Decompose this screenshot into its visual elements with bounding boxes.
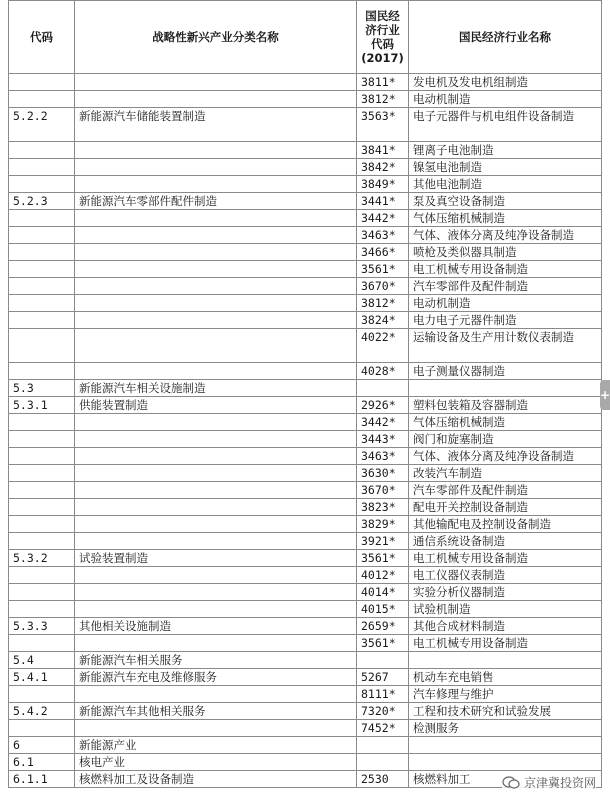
row-category: 核电产业 xyxy=(75,754,357,771)
row-industry-name: 汽车零部件及配件制造 xyxy=(409,482,602,499)
table-row xyxy=(9,482,602,499)
row-code xyxy=(9,686,75,703)
row-industry-name: 电动机制造 xyxy=(409,91,602,108)
table-row xyxy=(9,278,602,295)
table-body xyxy=(9,74,602,788)
row-category xyxy=(75,278,357,295)
table-row xyxy=(9,431,602,448)
row-code xyxy=(9,312,75,329)
row-industry-code: 3630* xyxy=(357,465,409,482)
row-industry-name: 气体、液体分离及纯净设备制造 xyxy=(409,448,602,465)
row-industry-code: 4015* xyxy=(357,601,409,618)
table-row xyxy=(9,550,602,567)
row-code xyxy=(9,210,75,227)
row-category: 新能源汽车零部件配件制造 xyxy=(75,193,357,210)
row-code xyxy=(9,91,75,108)
row-industry-name: 其他输配电及控制设备制造 xyxy=(409,516,602,533)
row-industry-code: 3812* xyxy=(357,91,409,108)
row-code: 5.4.1 xyxy=(9,669,75,686)
table-row xyxy=(9,754,602,771)
row-industry-name: 发电机及发电机组制造 xyxy=(409,74,602,91)
row-industry-name: 气体压缩机械制造 xyxy=(409,210,602,227)
row-code: 5.3.1 xyxy=(9,397,75,414)
table-row xyxy=(9,703,602,720)
row-industry-name: 泵及真空设备制造 xyxy=(409,193,602,210)
row-category xyxy=(75,499,357,516)
row-category: 新能源汽车充电及维修服务 xyxy=(75,669,357,686)
row-industry-name: 塑料包装箱及容器制造 xyxy=(409,397,602,414)
row-industry-code: 3670* xyxy=(357,278,409,295)
row-category xyxy=(75,261,357,278)
row-industry-code: 4028* xyxy=(357,363,409,380)
row-category: 新能源汽车储能装置制造 xyxy=(75,108,357,142)
row-code xyxy=(9,720,75,737)
row-code: 6.1 xyxy=(9,754,75,771)
row-code xyxy=(9,635,75,652)
table-row xyxy=(9,159,602,176)
row-category: 新能源汽车其他相关服务 xyxy=(75,703,357,720)
table-row xyxy=(9,465,602,482)
row-industry-code: 3921* xyxy=(357,533,409,550)
row-industry-code: 3670* xyxy=(357,482,409,499)
row-category xyxy=(75,363,357,380)
row-industry-code: 3561* xyxy=(357,635,409,652)
row-industry-code: 3466* xyxy=(357,244,409,261)
row-code xyxy=(9,431,75,448)
row-industry-name: 运输设备及生产用计数仪表制造 xyxy=(409,329,602,363)
table-row xyxy=(9,669,602,686)
row-code xyxy=(9,448,75,465)
table-row xyxy=(9,414,602,431)
header-row xyxy=(9,1,602,74)
row-code: 5.2.2 xyxy=(9,108,75,142)
row-industry-name: 配电开关控制设备制造 xyxy=(409,499,602,516)
row-category xyxy=(75,295,357,312)
row-industry-name: 汽车零部件及配件制造 xyxy=(409,278,602,295)
row-industry-name: 电工仪器仪表制造 xyxy=(409,567,602,584)
table-row xyxy=(9,652,602,669)
header-industry-code: 国民经济行业代码(2017) xyxy=(357,1,409,74)
table-row xyxy=(9,448,602,465)
row-industry-code xyxy=(357,754,409,771)
row-industry-name: 电力电子元器件制造 xyxy=(409,312,602,329)
table-row xyxy=(9,363,602,380)
row-category xyxy=(75,516,357,533)
row-category xyxy=(75,533,357,550)
row-industry-name xyxy=(409,737,602,754)
row-industry-code: 3442* xyxy=(357,210,409,227)
row-industry-name: 气体、液体分离及纯净设备制造 xyxy=(409,227,602,244)
row-code xyxy=(9,363,75,380)
row-industry-code: 3811* xyxy=(357,74,409,91)
row-industry-code: 4022* xyxy=(357,329,409,363)
table-row xyxy=(9,380,602,397)
row-industry-name xyxy=(409,754,602,771)
row-industry-code xyxy=(357,737,409,754)
row-industry-code: 3561* xyxy=(357,550,409,567)
row-industry-name: 镍氢电池制造 xyxy=(409,159,602,176)
row-code xyxy=(9,567,75,584)
row-code: 5.3.3 xyxy=(9,618,75,635)
row-category: 其他相关设施制造 xyxy=(75,618,357,635)
row-category: 新能源汽车相关服务 xyxy=(75,652,357,669)
row-category xyxy=(75,244,357,261)
table-row xyxy=(9,295,602,312)
row-code: 5.4 xyxy=(9,652,75,669)
table-row xyxy=(9,74,602,91)
row-industry-name: 阀门和旋塞制造 xyxy=(409,431,602,448)
row-industry-code: 5267 xyxy=(357,669,409,686)
row-industry-name: 锂离子电池制造 xyxy=(409,142,602,159)
row-industry-code: 2530 xyxy=(357,771,409,788)
row-category xyxy=(75,448,357,465)
table-row xyxy=(9,720,602,737)
row-code: 6 xyxy=(9,737,75,754)
row-code: 5.2.3 xyxy=(9,193,75,210)
row-industry-name: 试验机制造 xyxy=(409,601,602,618)
row-code xyxy=(9,414,75,431)
row-industry-name: 其他电池制造 xyxy=(409,176,602,193)
row-category xyxy=(75,414,357,431)
row-industry-code: 3812* xyxy=(357,295,409,312)
row-code xyxy=(9,584,75,601)
table-row xyxy=(9,142,602,159)
row-category xyxy=(75,465,357,482)
table-row xyxy=(9,91,602,108)
row-industry-code: 3842* xyxy=(357,159,409,176)
table-row xyxy=(9,227,602,244)
row-code xyxy=(9,465,75,482)
header-code: 代码 xyxy=(9,1,75,74)
row-code xyxy=(9,261,75,278)
row-code xyxy=(9,142,75,159)
row-industry-code: 3841* xyxy=(357,142,409,159)
header-category: 战略性新兴产业分类名称 xyxy=(75,1,357,74)
row-code xyxy=(9,601,75,618)
row-industry-name: 其他合成材料制造 xyxy=(409,618,602,635)
row-category xyxy=(75,329,357,363)
table-row xyxy=(9,397,602,414)
row-code xyxy=(9,329,75,363)
row-code xyxy=(9,227,75,244)
row-category xyxy=(75,482,357,499)
row-industry-code: 3824* xyxy=(357,312,409,329)
table-row xyxy=(9,686,602,703)
row-code xyxy=(9,74,75,91)
row-category: 新能源汽车相关设施制造 xyxy=(75,380,357,397)
row-code: 5.3.2 xyxy=(9,550,75,567)
row-category xyxy=(75,312,357,329)
row-industry-code: 3849* xyxy=(357,176,409,193)
side-expand-tab[interactable]: + xyxy=(600,380,610,410)
row-code: 6.1.1 xyxy=(9,771,75,788)
row-category xyxy=(75,431,357,448)
table-row xyxy=(9,567,602,584)
row-industry-name xyxy=(409,652,602,669)
row-category xyxy=(75,567,357,584)
row-category: 供能装置制造 xyxy=(75,397,357,414)
table-row xyxy=(9,108,602,142)
row-code xyxy=(9,295,75,312)
row-industry-name: 电子元器件与机电组件设备制造 xyxy=(409,108,602,142)
row-industry-code: 3563* xyxy=(357,108,409,142)
row-category xyxy=(75,142,357,159)
row-industry-code: 7452* xyxy=(357,720,409,737)
row-code xyxy=(9,278,75,295)
row-category xyxy=(75,720,357,737)
table-row xyxy=(9,618,602,635)
row-category xyxy=(75,210,357,227)
table-row xyxy=(9,261,602,278)
row-industry-code: 3442* xyxy=(357,414,409,431)
row-code xyxy=(9,176,75,193)
row-industry-name: 检测服务 xyxy=(409,720,602,737)
table-row xyxy=(9,210,602,227)
row-industry-code: 7320* xyxy=(357,703,409,720)
table-row xyxy=(9,533,602,550)
table-row xyxy=(9,176,602,193)
watermark-text: 京津冀投资网 xyxy=(523,776,596,790)
row-code xyxy=(9,159,75,176)
row-industry-name: 实验分析仪器制造 xyxy=(409,584,602,601)
row-category xyxy=(75,601,357,618)
row-category xyxy=(75,227,357,244)
industry-classification-table xyxy=(8,0,602,788)
table-row xyxy=(9,499,602,516)
row-category xyxy=(75,159,357,176)
wechat-icon xyxy=(502,776,520,790)
table-row xyxy=(9,329,602,363)
row-industry-name: 气体压缩机械制造 xyxy=(409,414,602,431)
table-row xyxy=(9,193,602,210)
row-code: 5.4.2 xyxy=(9,703,75,720)
row-industry-name: 电工机械专用设备制造 xyxy=(409,635,602,652)
row-industry-code: 4014* xyxy=(357,584,409,601)
row-category xyxy=(75,635,357,652)
row-industry-code: 3443* xyxy=(357,431,409,448)
row-industry-code: 3463* xyxy=(357,448,409,465)
row-industry-name: 电动机制造 xyxy=(409,295,602,312)
row-industry-name: 核燃料加工 xyxy=(409,771,602,788)
row-industry-code: 3823* xyxy=(357,499,409,516)
table-row xyxy=(9,635,602,652)
row-code xyxy=(9,499,75,516)
row-category xyxy=(75,74,357,91)
row-industry-code: 3441* xyxy=(357,193,409,210)
row-industry-name: 工程和技术研究和试验发展 xyxy=(409,703,602,720)
row-industry-code: 3829* xyxy=(357,516,409,533)
table-row xyxy=(9,737,602,754)
row-industry-name: 电工机械专用设备制造 xyxy=(409,550,602,567)
row-industry-code xyxy=(357,652,409,669)
row-industry-code: 3561* xyxy=(357,261,409,278)
row-category: 试验装置制造 xyxy=(75,550,357,567)
row-industry-name: 通信系统设备制造 xyxy=(409,533,602,550)
row-code xyxy=(9,516,75,533)
header-industry-name: 国民经济行业名称 xyxy=(409,1,602,74)
row-category xyxy=(75,686,357,703)
row-industry-name: 电子测量仪器制造 xyxy=(409,363,602,380)
row-industry-name: 喷枪及类似器具制造 xyxy=(409,244,602,261)
row-industry-code xyxy=(357,380,409,397)
row-industry-code: 8111* xyxy=(357,686,409,703)
row-category xyxy=(75,91,357,108)
row-code xyxy=(9,244,75,261)
row-code xyxy=(9,533,75,550)
row-code xyxy=(9,482,75,499)
row-industry-code: 4012* xyxy=(357,567,409,584)
row-industry-code: 2659* xyxy=(357,618,409,635)
row-industry-name: 汽车修理与维护 xyxy=(409,686,602,703)
table-row xyxy=(9,244,602,261)
row-category xyxy=(75,176,357,193)
row-code: 5.3 xyxy=(9,380,75,397)
table-row xyxy=(9,584,602,601)
watermark xyxy=(502,774,596,791)
table-row xyxy=(9,601,602,618)
row-industry-name: 电工机械专用设备制造 xyxy=(409,261,602,278)
row-industry-name: 机动车充电销售 xyxy=(409,669,602,686)
row-industry-code: 2926* xyxy=(357,397,409,414)
row-category xyxy=(75,584,357,601)
row-industry-name: 改装汽车制造 xyxy=(409,465,602,482)
table-row xyxy=(9,312,602,329)
row-category: 新能源产业 xyxy=(75,737,357,754)
row-category: 核燃料加工及设备制造 xyxy=(75,771,357,788)
row-industry-code: 3463* xyxy=(357,227,409,244)
table-row xyxy=(9,516,602,533)
row-industry-name xyxy=(409,380,602,397)
